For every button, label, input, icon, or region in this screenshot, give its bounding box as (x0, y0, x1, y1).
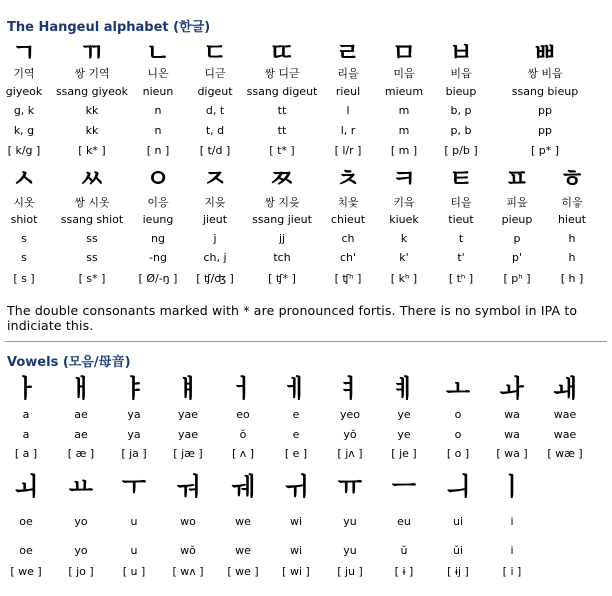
rom1-cell: yae (177, 408, 199, 421)
rom1-cell: ng (151, 232, 165, 245)
names-ko-cell: 니은 (147, 67, 169, 80)
rom1-cell: ui (452, 515, 464, 528)
rom2-cell: ch, j (203, 251, 227, 264)
rom2-cell: wŏ (180, 544, 196, 557)
jamo-letter: ㄲ (79, 38, 105, 67)
jamo-letter: ㅈ (202, 164, 228, 193)
vowels-row1-rom1-row (0, 405, 612, 425)
names-rom-cell: bieup (445, 85, 477, 98)
names-rom-cell: ieung (142, 213, 174, 226)
rom1-cell: o (454, 408, 462, 421)
jamo-letter: ㅋ (391, 164, 417, 193)
rom2-cell: p, b (450, 124, 472, 137)
names-ko-cell: 기역 (13, 67, 35, 80)
rom2-cell: yae (177, 428, 199, 441)
consonants-row1-names-ko-row (0, 64, 612, 84)
jamo-letter: ㅖ (391, 374, 417, 403)
names-ko-cell: 쌍 비읍 (527, 67, 563, 80)
rom1-cell: tt (277, 104, 287, 117)
rom2-cell: oe (19, 544, 33, 557)
rom2-cell: tch (273, 251, 291, 264)
names-rom-cell: hieut (557, 213, 587, 226)
names-ko-cell: 이응 (147, 196, 169, 209)
jamo-letter: ㅜ (121, 472, 147, 501)
rom1-cell: yo (74, 515, 88, 528)
jamo-letter: ㅑ (121, 374, 147, 403)
jamo-letter: ㅏ (13, 374, 39, 403)
rom1-cell: s (21, 232, 27, 245)
jamo-letter: ㅐ (68, 374, 94, 403)
jamo-letter: ㅊ (335, 164, 361, 193)
names-ko-cell: 쌍 시옷 (74, 196, 110, 209)
jamo-letter: ㅃ (532, 38, 558, 67)
ipa-cell: [ p* ] (530, 144, 560, 157)
vowels-title: Vowels (모음/母音) (7, 355, 131, 370)
rom1-cell: ae (74, 408, 88, 421)
ipa-cell: [ k* ] (78, 144, 106, 157)
ipa-cell: [ o ] (446, 447, 470, 460)
ipa-cell: [ m ] (390, 144, 418, 157)
rom2-cell: ya (127, 428, 141, 441)
ipa-cell: [ e ] (284, 447, 308, 460)
ipa-cell: [ i ] (502, 565, 522, 578)
names-rom-cell: chieut (330, 213, 366, 226)
rom2-cell: p' (511, 251, 522, 264)
rom2-cell: k' (399, 251, 409, 264)
jamo-letter: ㅌ (448, 164, 474, 193)
rom1-cell: p (513, 232, 521, 245)
ipa-cell: [ kʰ ] (390, 272, 418, 285)
names-rom-cell: giyeok (5, 85, 43, 98)
names-rom-cell: ssang digeut (246, 85, 318, 98)
ipa-cell: [ æ ] (67, 447, 95, 460)
jamo-letter: ㅎ (559, 164, 585, 193)
rom1-cell: e (292, 408, 300, 421)
ipa-cell: [ Ø/-ŋ ] (138, 272, 178, 285)
rom1-cell: n (154, 104, 162, 117)
jamo-letter: ㅍ (504, 164, 530, 193)
jamo-letter: ㄴ (145, 38, 171, 67)
consonants-row1-ipa-row (0, 141, 612, 161)
rom1-cell: ch (341, 232, 355, 245)
vowels-row2-ipa-row (0, 562, 612, 582)
ipa-cell: [ jo ] (68, 565, 94, 578)
rom2-cell: yŏ (343, 428, 357, 441)
rom2-cell: ŏ (239, 428, 247, 441)
jamo-letter: ㅁ (391, 38, 417, 67)
names-rom-cell: ssang jieut (252, 213, 312, 226)
jamo-letter: ㅇ (145, 164, 171, 193)
names-ko-cell: 피읖 (506, 196, 528, 209)
rom2-cell: h (568, 251, 576, 264)
ipa-cell: [ wʌ ] (172, 565, 204, 578)
jamo-letter: ㅔ (283, 374, 309, 403)
jamo-letter: ㅠ (337, 472, 363, 501)
jamo-letter: ㅉ (269, 164, 295, 193)
ipa-cell: [ ɨ ] (394, 565, 414, 578)
rom1-cell: pp (538, 104, 552, 117)
ipa-cell: [ tʰ ] (448, 272, 474, 285)
names-rom-cell: ssang bieup (511, 85, 579, 98)
rom2-cell: ŭ (400, 544, 408, 557)
rom1-cell: t (458, 232, 464, 245)
names-rom-cell: shiot (10, 213, 38, 226)
rom2-cell: o (454, 428, 462, 441)
rom2-cell: wa (504, 428, 520, 441)
names-ko-cell: 티읕 (450, 196, 472, 209)
jamo-letter: ㅟ (283, 472, 309, 501)
ipa-cell: [ ju ] (337, 565, 363, 578)
rom1-cell: m (398, 104, 410, 117)
consonants-row1-names-rom-row (0, 82, 612, 102)
ipa-cell: [ k/g ] (7, 144, 41, 157)
rom2-cell: wae (553, 428, 577, 441)
consonants-row2-rom1-row (0, 229, 612, 249)
names-rom-cell: kiuek (389, 213, 419, 226)
names-rom-cell: pieup (501, 213, 533, 226)
jamo-letter: ㅣ (499, 472, 525, 501)
vowels-row2-letters-row (0, 472, 612, 502)
ipa-cell: [ l/r ] (334, 144, 362, 157)
names-ko-cell: 쌍 지읒 (264, 196, 300, 209)
jamo-letter: ㅗ (445, 374, 471, 403)
rom2-cell: l, r (340, 124, 356, 137)
jamo-letter: ㅡ (391, 472, 417, 501)
rom2-cell: k, g (13, 124, 35, 137)
names-ko-cell: 지읒 (204, 196, 226, 209)
rom1-cell: g, k (13, 104, 35, 117)
rom2-cell: ye (397, 428, 411, 441)
ipa-cell: [ t* ] (269, 144, 295, 157)
rom1-cell: kk (85, 104, 99, 117)
names-ko-cell: 시옷 (13, 196, 35, 209)
rom2-cell: u (130, 544, 138, 557)
ipa-cell: [ jæ ] (173, 447, 203, 460)
consonants-row2-letters-row (0, 164, 612, 194)
rom1-cell: ye (397, 408, 411, 421)
rom1-cell: b, p (450, 104, 472, 117)
consonants-title: The Hangeul alphabet (한글) (7, 20, 211, 35)
ipa-cell: [ wi ] (282, 565, 310, 578)
rom2-cell: yu (343, 544, 357, 557)
rom1-cell: i (510, 515, 514, 528)
ipa-cell: [ u ] (122, 565, 146, 578)
ipa-cell: [ p/b ] (444, 144, 478, 157)
rom1-cell: u (130, 515, 138, 528)
jamo-letter: ㅓ (230, 374, 256, 403)
jamo-letter: ㅂ (448, 38, 474, 67)
ipa-cell: [ ɨj ] (447, 565, 469, 578)
names-rom-cell: jieut (202, 213, 228, 226)
vowels-row2-rom1-row (0, 512, 612, 532)
ipa-cell: [ ja ] (121, 447, 147, 460)
vowels-row1-letters-row (0, 374, 612, 404)
jamo-letter: ㅝ (175, 472, 201, 501)
rom2-cell: wi (289, 544, 303, 557)
rom1-cell: eu (397, 515, 411, 528)
rom2-cell: kk (85, 124, 99, 137)
ipa-cell: [ we ] (10, 565, 42, 578)
names-ko-cell: 키읔 (393, 196, 415, 209)
jamo-letter: ㅅ (11, 164, 37, 193)
names-ko-cell: 히읗 (561, 196, 583, 209)
rom1-cell: oe (19, 515, 33, 528)
names-ko-cell: 디귿 (204, 67, 226, 80)
names-rom-cell: ssang shiot (60, 213, 124, 226)
rom1-cell: we (235, 515, 251, 528)
rom1-cell: k (400, 232, 408, 245)
rom1-cell: d, t (205, 104, 225, 117)
rom1-cell: yeo (339, 408, 360, 421)
rom1-cell: a (22, 408, 30, 421)
jamo-letter: ㅚ (13, 472, 39, 501)
ipa-cell: [ wæ ] (547, 447, 583, 460)
rom2-cell: we (235, 544, 251, 557)
rom2-cell: ch' (339, 251, 357, 264)
names-ko-cell: 리을 (337, 67, 359, 80)
section-divider (5, 341, 607, 342)
names-ko-cell: 비읍 (450, 67, 472, 80)
rom1-cell: yu (343, 515, 357, 528)
ipa-cell: [ we ] (227, 565, 259, 578)
consonants-row2-names-rom-row (0, 210, 612, 230)
rom2-cell: tt (277, 124, 287, 137)
jamo-letter: ㄱ (11, 38, 37, 67)
vowels-row1-rom2-row (0, 425, 612, 445)
ipa-cell: [ je ] (391, 447, 417, 460)
rom2-cell: t' (457, 251, 465, 264)
names-rom-cell: rieul (335, 85, 361, 98)
jamo-letter: ㄷ (202, 38, 228, 67)
jamo-letter: ㅞ (230, 472, 256, 501)
rom2-cell: yo (74, 544, 88, 557)
rom1-cell: jj (278, 232, 286, 245)
ipa-cell: [ pʰ ] (503, 272, 531, 285)
jamo-letter: ㅢ (445, 472, 471, 501)
jamo-letter: ㄹ (335, 38, 361, 67)
consonants-row2-ipa-row (0, 269, 612, 289)
ipa-cell: [ jʌ ] (337, 447, 363, 460)
ipa-cell: [ wa ] (496, 447, 528, 460)
rom2-cell: ŭi (452, 544, 464, 557)
consonants-row1-rom2-row (0, 121, 612, 141)
names-rom-cell: nieun (142, 85, 174, 98)
consonants-row1-rom1-row (0, 101, 612, 121)
jamo-letter: ㅙ (552, 374, 578, 403)
rom2-cell: pp (538, 124, 552, 137)
rom2-cell: ae (74, 428, 88, 441)
names-ko-cell: 치읓 (337, 196, 359, 209)
names-ko-cell: 쌍 디귿 (264, 67, 300, 80)
ipa-cell: [ ʧ/ʤ ] (196, 272, 234, 285)
rom2-cell: t, d (205, 124, 225, 137)
rom1-cell: eo (236, 408, 250, 421)
jamo-letter: ㄸ (269, 38, 295, 67)
names-rom-cell: ssang giyeok (55, 85, 129, 98)
rom2-cell: n (154, 124, 162, 137)
rom1-cell: wi (289, 515, 303, 528)
consonants-row2-rom2-row (0, 248, 612, 268)
ipa-cell: [ ʧʰ ] (334, 272, 362, 285)
names-ko-cell: 미음 (393, 67, 415, 80)
names-ko-cell: 쌍 기역 (74, 67, 110, 80)
jamo-letter: ㅘ (499, 374, 525, 403)
rom2-cell: s (21, 251, 27, 264)
rom1-cell: wa (504, 408, 520, 421)
fortis-note: The double consonants marked with * are pronounced fortis. There is no symbol in IPA to indiciate this. (7, 303, 578, 333)
vowels-row1-ipa-row (0, 444, 612, 464)
rom2-cell: i (510, 544, 514, 557)
rom1-cell: h (568, 232, 576, 245)
ipa-cell: [ t/d ] (199, 144, 231, 157)
rom2-cell: -ng (149, 251, 167, 264)
vowels-row2-rom2-row (0, 541, 612, 561)
ipa-cell: [ ʧ* ] (268, 272, 296, 285)
rom1-cell: wo (180, 515, 196, 528)
names-rom-cell: tieut (448, 213, 474, 226)
rom2-cell: a (22, 428, 30, 441)
rom1-cell: wae (553, 408, 577, 421)
jamo-letter: ㅒ (175, 374, 201, 403)
rom2-cell: m (398, 124, 410, 137)
jamo-letter: ㅕ (337, 374, 363, 403)
ipa-cell: [ s ] (13, 272, 35, 285)
names-rom-cell: mieum (384, 85, 424, 98)
jamo-letter: ㅆ (79, 164, 105, 193)
ipa-cell: [ n ] (146, 144, 170, 157)
jamo-letter: ㅛ (68, 472, 94, 501)
rom1-cell: ya (127, 408, 141, 421)
rom2-cell: e (292, 428, 300, 441)
rom1-cell: l (346, 104, 350, 117)
ipa-cell: [ a ] (14, 447, 38, 460)
rom1-cell: j (213, 232, 217, 245)
ipa-cell: [ s* ] (78, 272, 106, 285)
ipa-cell: [ ʌ ] (231, 447, 255, 460)
ipa-cell: [ h ] (560, 272, 584, 285)
rom1-cell: ss (86, 232, 98, 245)
rom2-cell: ss (86, 251, 98, 264)
names-rom-cell: digeut (197, 85, 233, 98)
